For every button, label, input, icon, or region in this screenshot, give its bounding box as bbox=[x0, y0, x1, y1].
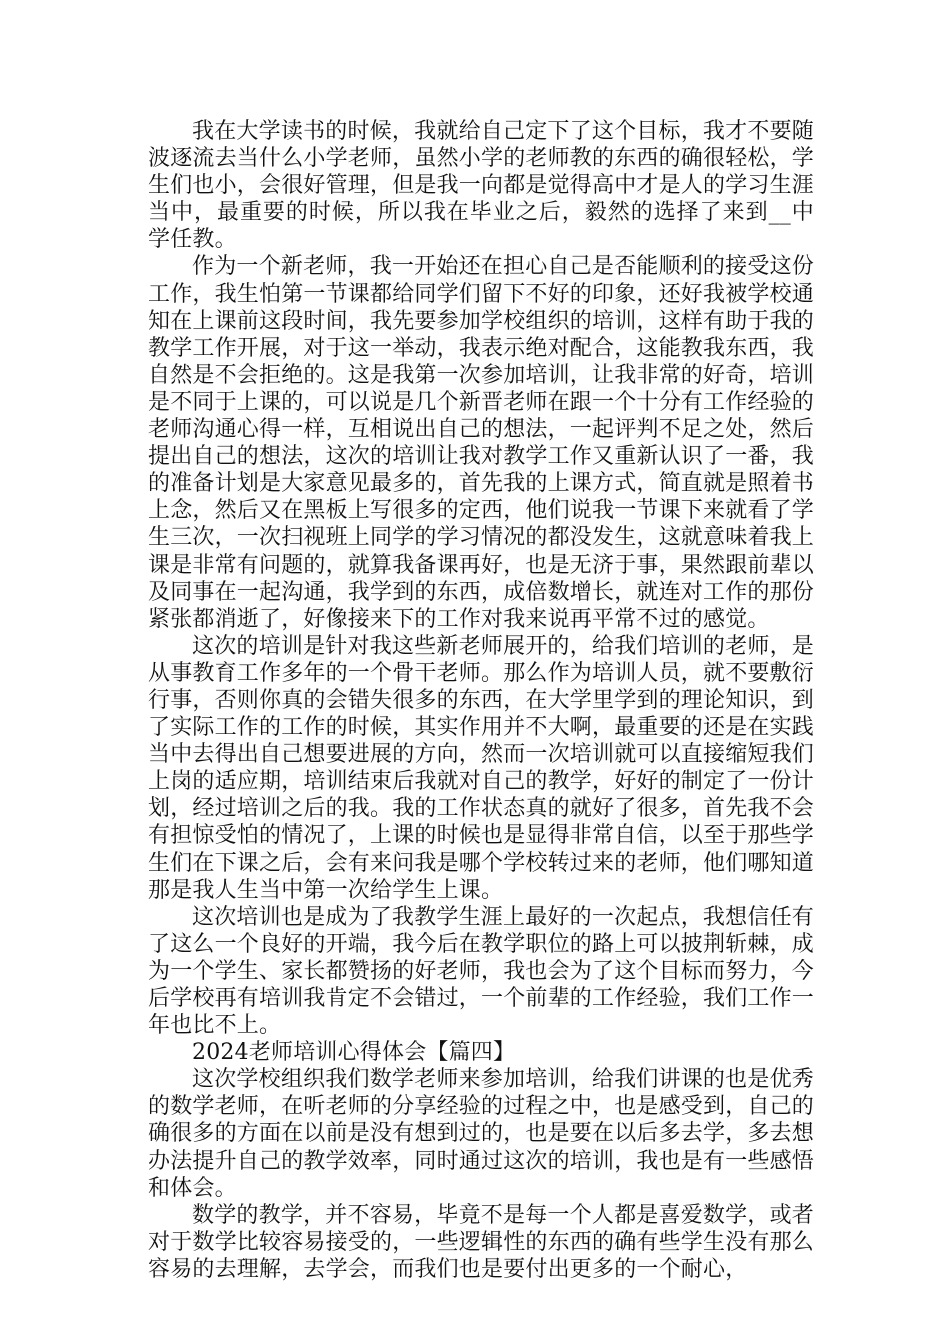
paragraph: 这次的培训是针对我这些新老师展开的，给我们培训的老师，是从事教育工作多年的一个骨干老师。那么作为培训人员，就不要敷衍行事，否则你真的会错失很多的东西，在大学里学到的理论知识，到了实际工作的工作的时候，其实作用并不大啊，最重要的还是在实践当中去得出自己想要进展的方向，然而一次培训就可以直接缩短我们上岗的适应期，培训结束后我就对自己的教学，好好的制定了一份计划，经过培训之后的我。我的工作状态真的就好了很多，首先我不会有担惊受怕的情况了，上课的时候也是显得非常自信，以至于那些学生们在下课之后，会有来问我是哪个学校转过来的老师，他们哪知道那是我人生当中第一次给学生上课。 bbox=[148, 633, 815, 903]
document-page bbox=[148, 118, 814, 1283]
paragraph: 这次学校组织我们数学老师来参加培训，给我们讲课的也是优秀的数学老师，在听老师的分享经验的过程之中，也是感受到，自己的确很多的方面在以前是没有想到过的，也是要在以后多去学，多去想办法提升自己的教学效率，同时通过这次的培训，我也是有一些感悟和体会。 bbox=[148, 1067, 815, 1201]
section-heading: 2024老师培训心得体会【篇四】 bbox=[192, 1040, 516, 1066]
paragraph: 数学的教学，并不容易，毕竟不是每一个人都是喜爱数学，或者对于数学比较容易接受的，一些逻辑性的东西的确有些学生没有那么容易的去理解，去学会，而我们也是要付出更多的一个耐心， bbox=[148, 1202, 815, 1282]
paragraph: 作为一个新老师，我一开始还在担心自己是否能顺利的接受这份工作，我生怕第一节课都给同学们留下不好的印象，还好我被学校通知在上课前这段时间，我先要参加学校组织的培训，这样有助于我的教学工作开展，对于这一举动，我表示绝对配合，这能教我东西，我自然是不会拒绝的。这是我第一次参加培训，让我非常的好奇，培训是不同于上课的，可以说是几个新晋老师在跟一个十分有工作经验的老师沟通心得一样，互相说出自己的想法，一起评判不足之处，然后提出自己的想法，这次的培训让我对教学工作又重新认识了一番，我的准备计划是大家意见最多的，首先我的上课方式，简直就是照着书上念，然后又在黑板上写很多的定西，他们说我一节课下来就看了学生三次，一次扫视班上同学的学习情况的都没发生，这就意味着我上课是非常有问题的，就算我备课再好，也是无济于事，果然跟前辈以及同事在一起沟通，我学到的东西，成倍数增长，就连对工作的那份紧张都消逝了，好像接来下的工作对我来说再平常不过的感觉。 bbox=[148, 254, 815, 632]
paragraph: 我在大学读书的时候，我就给自己定下了这个目标，我才不要随波逐流去当什么小学老师，虽然小学的老师教的东西的确很轻松，学生们也小，会很好管理，但是我一向都是觉得高中才是人的学习生涯当中，最重要的时候，所以我在毕业之后，毅然的选择了来到__中学任教。 bbox=[148, 119, 815, 253]
paragraph: 这次培训也是成为了我教学生涯上最好的一次起点，我想信任有了这么一个良好的开端，我今后在教学职位的路上可以披荆斩棘，成为一个学生、家长都赞扬的好老师，我也会为了这个目标而努力，今后学校再有培训我肯定不会错过，一个前辈的工作经验，我们工作一年也比不上。 bbox=[148, 904, 815, 1039]
